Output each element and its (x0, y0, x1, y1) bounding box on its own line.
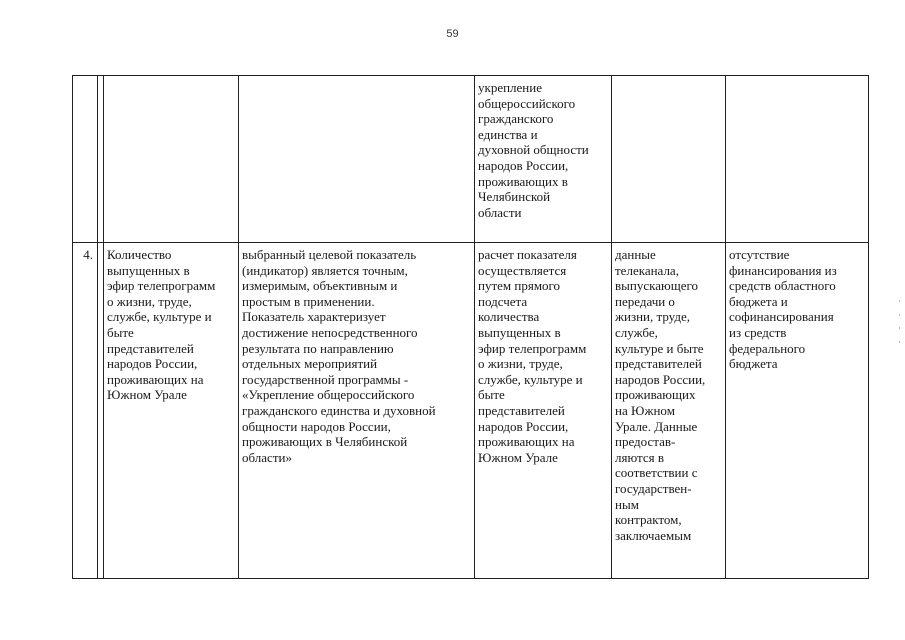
page-number: 59 (446, 28, 459, 40)
rationale-cell (239, 76, 475, 243)
row-number-cell: 4. (73, 243, 98, 579)
source-cell (612, 76, 726, 243)
scan-specks (897, 300, 903, 360)
funding-cell: отсутствие финансирования из средств областного бюджета и софинансирования из средств федерального бюджета (726, 243, 869, 579)
funding-cell (726, 76, 869, 243)
indicators-table (72, 75, 869, 579)
table-row (73, 76, 869, 243)
table-row (73, 243, 869, 579)
rationale-cell: выбранный целевой показатель (индикатор) является точным, измеримым, объективным и простым в применении. Показатель характеризует достижение непосредственного результата по направлению отдельных мероприятий государственной программы - «Укрепление общероссийского гражданского единства и духовной общности народов России, проживающих в Челябинской области» (239, 243, 475, 579)
indicator-cell (104, 76, 239, 243)
indicator-cell: Количество выпущенных в эфир телепрограмм о жизни, труде, службе, культуре и быте представителей народов России, проживающих на Южном Урале (104, 243, 239, 579)
row-number-cell (73, 76, 98, 243)
source-cell: данные телеканала, выпускающего передачи о жизни, труде, службе, культуре и быте представителей народов России, проживающих на Южном Урале. Данные предостав- ляются в соответствии с государствен- ным контрактом, заключаемым (612, 243, 726, 579)
method-cell: укрепление общероссийского гражданского единства и духовной общности народов России, проживающих в Челябинской области (475, 76, 612, 243)
method-cell: расчет показателя осуществляется путем прямого подсчета количества выпущенных в эфир телепрограмм о жизни, труде, службе, культуре и быте представителей народов России, проживающих на Южном Урале (475, 243, 612, 579)
